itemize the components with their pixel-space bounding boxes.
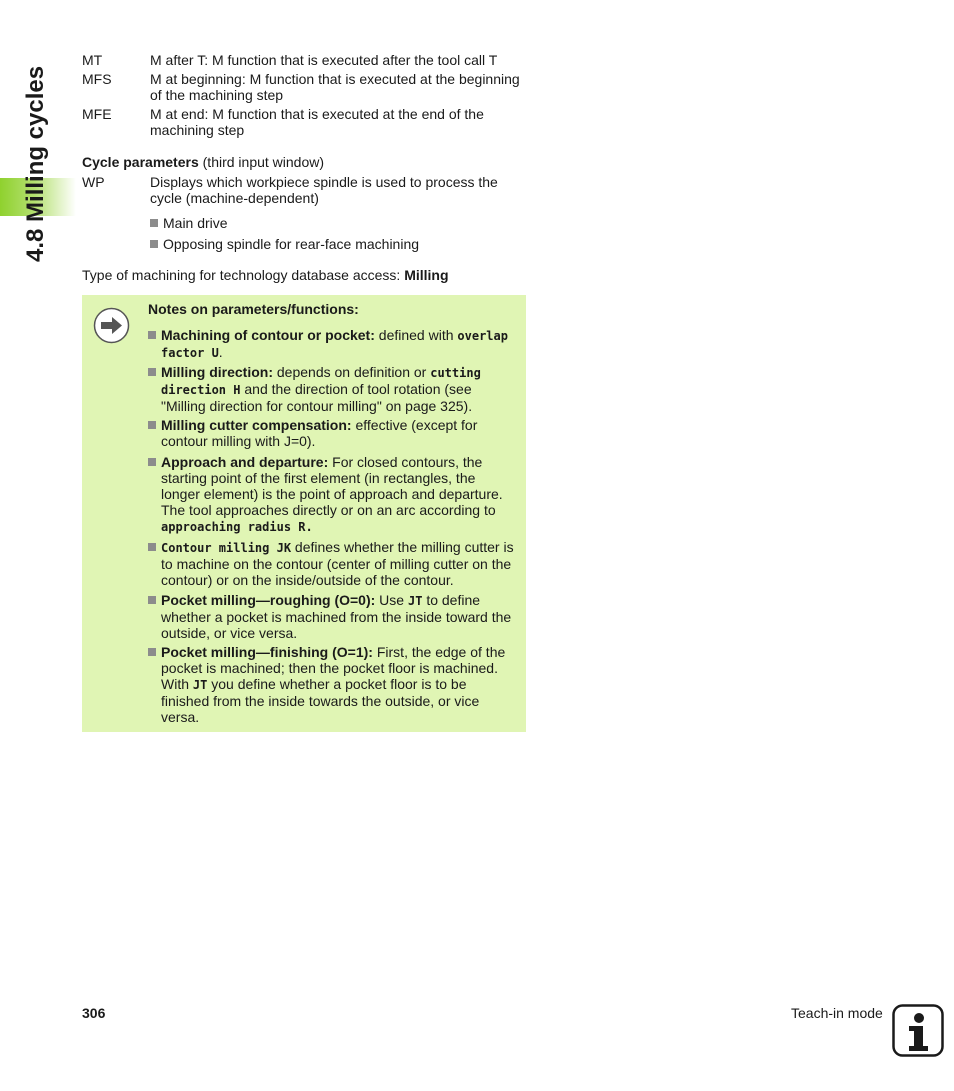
- param-code: WP: [82, 174, 105, 190]
- bullet-square-icon: [148, 648, 156, 656]
- note-item: [148, 644, 518, 725]
- tech-text: Type of machining for technology database access:: [82, 267, 405, 283]
- section-name: Teach-in mode: [791, 1005, 883, 1021]
- cycle-params-title: Cycle parameters: [82, 154, 199, 170]
- cycle-params-note: (third input window): [198, 154, 325, 170]
- param-code: MFS: [82, 71, 112, 87]
- note-text: to define whether a pocket is machined from the inside toward the outside, or vice versa.: [161, 592, 512, 641]
- notes-box: [82, 295, 526, 732]
- bullet-square-icon: [150, 240, 158, 248]
- bullet-square-icon: [148, 596, 156, 604]
- note-label: Machining of contour or pocket:: [161, 327, 375, 343]
- note-code: JT: [407, 594, 423, 608]
- note-item: [148, 417, 518, 449]
- param-code: MT: [82, 52, 103, 68]
- note-text: For closed contours, the starting point of the first element (in rectangles, the longer element) is the point of approach and departure. The tool approaches directly or on an arc according to: [161, 454, 503, 518]
- bullet-square-icon: [150, 219, 158, 227]
- note-text: defined with: [374, 327, 458, 343]
- note-label: Pocket milling—finishing (O=1):: [161, 644, 373, 660]
- option-label: Opposing spindle for rear-face machining: [163, 236, 420, 252]
- bullet-square-icon: [148, 331, 156, 339]
- note-code: JT: [192, 678, 208, 692]
- page-number: 306: [82, 1005, 106, 1021]
- note-text: effective (except for contour milling with J=0).: [161, 417, 478, 449]
- list-item: [150, 236, 419, 252]
- note-label: Milling direction:: [161, 364, 273, 380]
- note-text: you define whether a pocket floor is to be finished from the inside towards the outside, or vice versa.: [161, 676, 480, 725]
- param-desc: M at end: M function that is executed at the end of the machining step: [150, 106, 484, 138]
- note-text: Use: [375, 592, 408, 608]
- cycle-params-heading: [82, 154, 324, 170]
- note-item: [148, 592, 518, 641]
- param-desc: M at beginning: M function that is executed at the beginning of the machining step: [150, 71, 520, 103]
- note-item: [148, 539, 518, 588]
- note-text: First, the edge of the pocket is machined; then the pocket floor is machined. With: [161, 644, 506, 692]
- bullet-square-icon: [148, 543, 156, 551]
- note-text: .: [218, 344, 223, 360]
- note-text: depends on definition or: [273, 364, 431, 380]
- bullet-square-icon: [148, 458, 156, 466]
- note-label: Pocket milling—roughing (O=0):: [161, 592, 376, 608]
- note-text: and the direction of tool rotation (see "Milling direction for contour milling" on page 325).: [161, 381, 473, 414]
- info-icon: [892, 1004, 944, 1057]
- note-label: Approach and departure:: [161, 454, 329, 470]
- param-code: MFE: [82, 106, 112, 122]
- param-desc: Displays which workpiece spindle is used to process the cycle (machine-dependent): [150, 174, 498, 206]
- tech-value: Milling: [404, 267, 449, 283]
- arrow-right-icon: [93, 307, 130, 344]
- note-code: Contour milling JK: [161, 541, 292, 555]
- option-label: Main drive: [163, 215, 228, 231]
- list-item: [150, 215, 228, 231]
- note-item: [148, 327, 518, 361]
- note-code: cutting direction H: [161, 366, 481, 397]
- note-code: approaching radius R.: [161, 520, 313, 534]
- bullet-square-icon: [148, 421, 156, 429]
- tech-line: [82, 267, 449, 283]
- notes-heading: Notes on parameters/functions:: [148, 301, 359, 317]
- note-item: [148, 454, 518, 535]
- bullet-square-icon: [148, 368, 156, 376]
- note-text: defines whether the milling cutter is to machine on the contour (center of milling cutter on the contour) or on the inside/outside of the contour.: [161, 539, 514, 588]
- param-desc: M after T: M function that is executed after the tool call T: [150, 52, 498, 68]
- note-item: [148, 364, 518, 414]
- chapter-title: 4.8 Milling cycles: [22, 65, 49, 262]
- note-code: overlap factor U: [161, 329, 508, 360]
- note-label: Milling cutter compensation:: [161, 417, 352, 433]
